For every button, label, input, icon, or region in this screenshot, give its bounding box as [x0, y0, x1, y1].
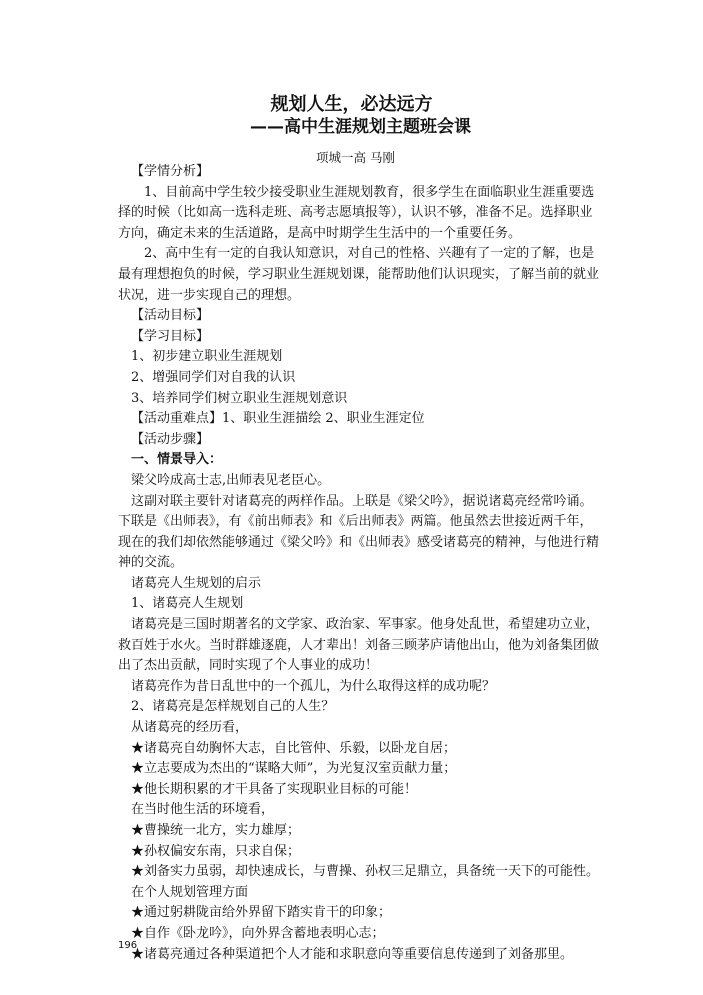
text-line: ★立志要成为杰出的“谋略大师”，为光复汉室贡献力量； — [131, 761, 457, 777]
text-line: 从诸葛亮的经历看， — [131, 720, 249, 736]
text-line: 择的时候（比如高一选科走班、高考志愿填报等），认识不够，准备不足。选择职业 — [118, 205, 593, 221]
text-line: 1、诸葛亮人生规划 — [131, 596, 244, 612]
text-line: 现在的我们却依然能够通过《梁父吟》和《出师表》感受诸葛亮的精神，与他进行精 — [118, 534, 600, 550]
document-title: 规划人生，必达远方 — [270, 94, 433, 115]
text-line: 3、培养同学们树立职业生涯规划意识 — [131, 390, 348, 406]
text-line: ★刘备实力虽弱，却快速成长，与曹操、孙权三足鼎立，具备统一天下的可能性。 — [131, 864, 600, 880]
text-line: 救百姓于水火。当时群雄逐鹿，人才辈出！刘备三顾茅庐请他出山，他为刘备集团做 — [118, 637, 600, 653]
text-line: 一、情景导入： — [131, 452, 223, 468]
text-line: ★曹操统一北方，实力雄厚； — [131, 823, 301, 838]
text-line: 【活动步骤】 — [131, 431, 210, 447]
text-line: 1、目前高中学生较少接受职业生涯规划教育，很多学生在面临职业生涯重要选 — [144, 184, 595, 200]
text-line: 诸葛亮人生规划的启示 — [131, 575, 262, 591]
text-line: 2、高中生有一定的自我认知意识，对自己的性格、兴趣有了一定的了解，也是 — [144, 246, 595, 262]
text-line: ★通过躬耕陇亩给外界留下踏实肯干的印象； — [131, 905, 392, 921]
text-line: 出了杰出贡献，同时实现了个人事业的成功！ — [118, 658, 379, 674]
text-line: 状况，进一步实现自己的理想。 — [118, 287, 301, 303]
text-line: 神的交流。 — [118, 555, 184, 571]
text-line: ★他长期积累的才干具备了实现职业目标的可能！ — [131, 781, 418, 797]
text-line: 方向，确定未来的生活道路，是高中时期学生生活中的一个重要任务。 — [118, 225, 522, 241]
text-line: 2、诸葛亮是怎样规划自己的人生？ — [131, 699, 335, 715]
text-line: ★自作《卧龙吟》，向外界含蓄地表明心志； — [131, 925, 385, 941]
text-line: 梁父吟成高士志,出师表见老臣心。 — [131, 472, 331, 488]
text-line: ★诸葛亮自幼胸怀大志，自比管仲、乐毅，以卧龙自居； — [131, 740, 457, 756]
author-line: 项城一高 马刚 — [316, 150, 395, 165]
text-line: ★诸葛亮通过各种渠道把个人才能和求职意向等重要信息传递到了刘备那里。 — [131, 946, 574, 962]
page-number: 196 — [118, 940, 138, 951]
text-line: 2、增强同学们对自我的认识 — [131, 369, 296, 385]
text-line: ★孙权偏安东南，只求自保； — [131, 843, 301, 859]
text-line: 最有理想抱负的时候，学习职业生涯规划课，能帮助他们认识现实，了解当前的就业 — [118, 266, 600, 282]
text-line: 【活动重难点】1、职业生涯描绘 2、职业生涯定位 — [131, 411, 425, 427]
text-line: 在当时他生活的环境看， — [131, 802, 275, 818]
text-line: 1、初步建立职业生涯规划 — [131, 349, 283, 365]
text-line: 【学习目标】 — [131, 328, 210, 344]
text-line: 在个人规划管理方面 — [131, 884, 249, 900]
text-line: 【学情分析】 — [131, 164, 210, 179]
document-body — [118, 162, 605, 965]
text-line: 这副对联主要针对诸葛亮的两样作品。上联是《梁父吟》，据说诸葛亮经常吟诵。 — [131, 493, 593, 509]
text-line: 下联是《出师表》，有《前出师表》和《后出师表》两篇。他虽然去世接近两千年， — [118, 514, 593, 530]
document-subtitle: ——高中生涯规划主题班会课 — [250, 117, 471, 137]
text-line: 【活动目标】 — [131, 308, 210, 324]
text-line: 诸葛亮作为昔日乱世中的一个孤儿，为什么取得这样的成功呢？ — [131, 678, 496, 694]
text-line: 诸葛亮是三国时期著名的文学家、政治家、军事家。他身处乱世，希望建功立业， — [131, 617, 600, 633]
